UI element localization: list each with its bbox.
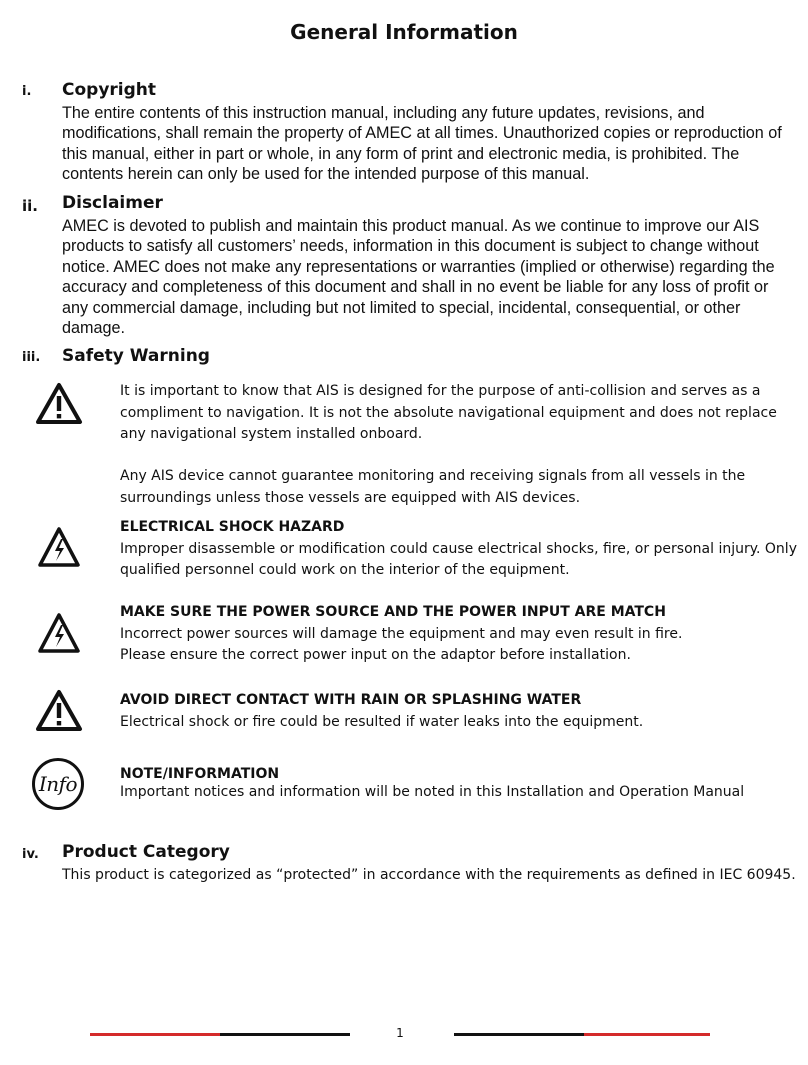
disclaimer-text: AMEC is devoted to publish and maintain this product manual. As we continue to improve our AIS products to satisfy all customers’ needs, information in this document is subject to change without notice. AMEC does not make any representations or warranties (implied or otherwise) regarding the accuracy and completeness of this document and shall in no event be liable for any loss of profit or any commercial damage, including but not limited to special, incidental, consequential, or other damage. [62,217,775,338]
water-heading: AVOID DIRECT CONTACT WITH RAIN OR SPLASHING WATER [120,692,582,708]
category-text: This product is categorized as “protected” in accordance with the requirements as defined in IEC 60945. [62,867,796,883]
footer-line-left-red [90,1033,220,1036]
page-number: 1 [396,1026,404,1040]
footer-line-right-black [454,1033,584,1036]
info-text: Important notices and information will be noted in this Installation and Operation Manual [120,784,745,800]
power-text-1: Incorrect power sources will damage the equipment and may even result in fire. [120,625,683,642]
shock-warning [120,517,800,582]
section-number-category: iv. [22,847,39,862]
power-warning [120,602,800,667]
water-warning [120,690,800,733]
section-number-safety: iii. [22,350,41,365]
safety-general-text-2: Any AIS device cannot guarantee monitoring and receiving signals from all vessels in the surroundings unless those vessels are equipped with AIS devices. [120,468,746,506]
info-note [120,765,800,801]
footer-line-right-red [584,1033,710,1036]
info-circle-icon [32,758,84,810]
info-heading: NOTE/INFORMATION [120,766,280,782]
electric-shock-icon [36,525,82,571]
power-heading: MAKE SURE THE POWER SOURCE AND THE POWER INPUT ARE MATCH [120,604,666,620]
footer-line-left-black [220,1033,350,1036]
section-title-safety: Safety Warning [62,346,210,366]
copyright-text: The entire contents of this instruction manual, including any future updates, revisions, and modifications, shall remain the property of AMEC at all times. Unauthorized copies or reproduction of this manual, either in part or whole, in any form of print and electronic media, is prohibited. The contents herein can only be used for the intended purpose of this manual. [62,104,782,184]
shock-heading: ELECTRICAL SHOCK HAZARD [120,519,345,535]
section-number-disclaimer: ii. [22,197,38,215]
section-title-category: Product Category [62,842,230,862]
page-title: General Information [290,20,518,44]
water-text: Electrical shock or fire could be resulted if water leaks into the equipment. [120,713,644,730]
electric-shock-icon [36,611,82,657]
warning-triangle-icon [34,381,84,427]
safety-general-text-1: It is important to know that AIS is designed for the purpose of anti-collision and serves as a compliment to navigation. It is not the absolute navigational equipment and does not replace any navigational system installed onboard. [120,383,777,442]
warning-triangle-icon [34,688,84,734]
shock-text: Improper disassemble or modification could cause electrical shocks, fire, or personal injury. Only qualified personnel could work on the interior of the equipment. [120,540,797,578]
section-number-copyright: i. [22,84,32,99]
power-text-2: Please ensure the correct power input on the adaptor before installation. [120,647,631,663]
section-title-copyright: Copyright [62,80,157,100]
info-icon-label: Info [38,772,78,796]
section-title-disclaimer: Disclaimer [62,193,163,213]
